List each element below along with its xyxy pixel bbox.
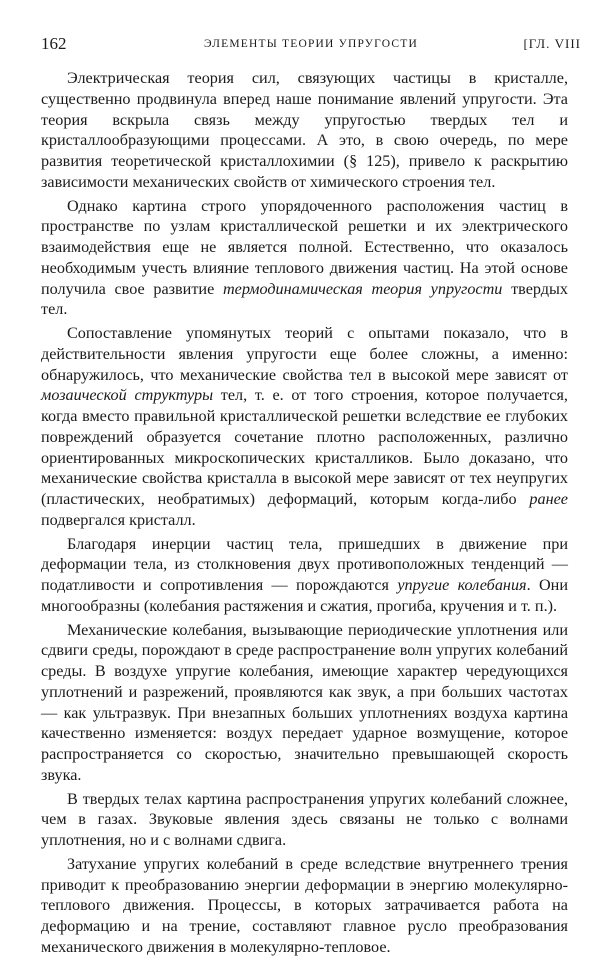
text-run: Электрическая теория сил, связующих частицы в кристалле, существенно продвинула вперед наше понимание явлений упругости. Эта теория вскрыла связь между упругостью твердых тел и кристаллообразующими процессами. А это, в свою очередь, по мере развития теоретической кристаллохимии (§ 125), привело к раскрытию зависимости механических свойств от химического строения тел. bbox=[41, 69, 568, 191]
paragraph bbox=[41, 196, 568, 321]
text-run: Благодаря инерции частиц тела, пришедших в движение при деформации тела, из столкновения двух противоположных тенденций — податливости и сопротивления — порождаются bbox=[41, 534, 568, 594]
paragraph bbox=[41, 68, 568, 193]
page-header bbox=[41, 34, 581, 58]
italic-term: термодинамическая теория упругости bbox=[222, 279, 503, 298]
italic-term: ранее bbox=[529, 490, 568, 508]
paragraph bbox=[41, 323, 568, 531]
paragraph bbox=[41, 534, 568, 617]
text-run: тел, т. е. от того строения, которое получается, когда вместо правильной кристаллической решетки вследствие ее глубоких повреждений образуется сочетание плотно расположенных, различно ориентированных микроскопических кристалликов. Было доказано, что механические свойства кристалла в высокой мере зависят от тех неупругих (пластических, необратимых) деформаций, которым когда-либо bbox=[41, 386, 568, 508]
running-title: ЭЛЕМЕНТЫ ТЕОРИИ УПРУГОСТИ bbox=[204, 38, 418, 50]
paragraph bbox=[41, 620, 568, 786]
text-run: Сопоставление упомянутых теорий с опытами показало, что в действительности явления упругости еще более сложны, а именно: обнаружилось, что механические свойства тел в высокой мере зависят от bbox=[41, 324, 568, 384]
text-run: В твердых телах картина распространения упругих колебаний сложнее, чем в газах. Звуковые явления здесь связаны не только с волнами уплотнения, но и с волнами сдвига. bbox=[41, 789, 568, 849]
body-text bbox=[41, 68, 568, 958]
text-run: . Они многообразны (колебания растяжения и сжатия, прогиба, кручения и т. п.). bbox=[41, 576, 568, 615]
italic-term: мозаической структуры bbox=[41, 386, 214, 405]
paragraph bbox=[41, 854, 568, 958]
chapter-reference: [ГЛ. VIII bbox=[523, 36, 581, 51]
text-run: Однако картина строго упорядоченного расположения частиц в пространстве по узлам кристаллической решетки и их электрического взаимодействия еще не является полной. Естественно, что оказалось необходимым учесть влияние теплового движения частиц. На этой основе получила свое развитие bbox=[41, 196, 568, 298]
text-run: подвергался кристалл. bbox=[41, 510, 196, 529]
page-number: 162 bbox=[41, 34, 67, 53]
italic-term: упругие колебания bbox=[397, 576, 527, 594]
text-run: твердых тел. bbox=[41, 279, 568, 319]
text-run: Механические колебания, вызывающие периодические уплотнения или сдвиги среды, порождают в среде распространение волн упругих колебаний среды. В воздухе упругие колебания, имеющие характер чередующихся уплотнений и разрежений, проявляются как звук, а при больших частотах — как ультразвук. При внезапных больших уплотнениях воздуха картина качественно изменяется: воздух передает ударное возмущение, которое распространяется со скоростью, значительно превышающей скорость звука. bbox=[41, 620, 568, 784]
text-run: Затухание упругих колебаний в среде вследствие внутреннего трения приводит к преобразованию энергии деформации в энергию молекулярно-теплового движения. Процессы, в которых затрачивается работа на деформацию и на трение, составляют главное русло преобразования механического движения в молекулярно-тепловое. bbox=[41, 854, 568, 956]
paragraph bbox=[41, 789, 568, 851]
